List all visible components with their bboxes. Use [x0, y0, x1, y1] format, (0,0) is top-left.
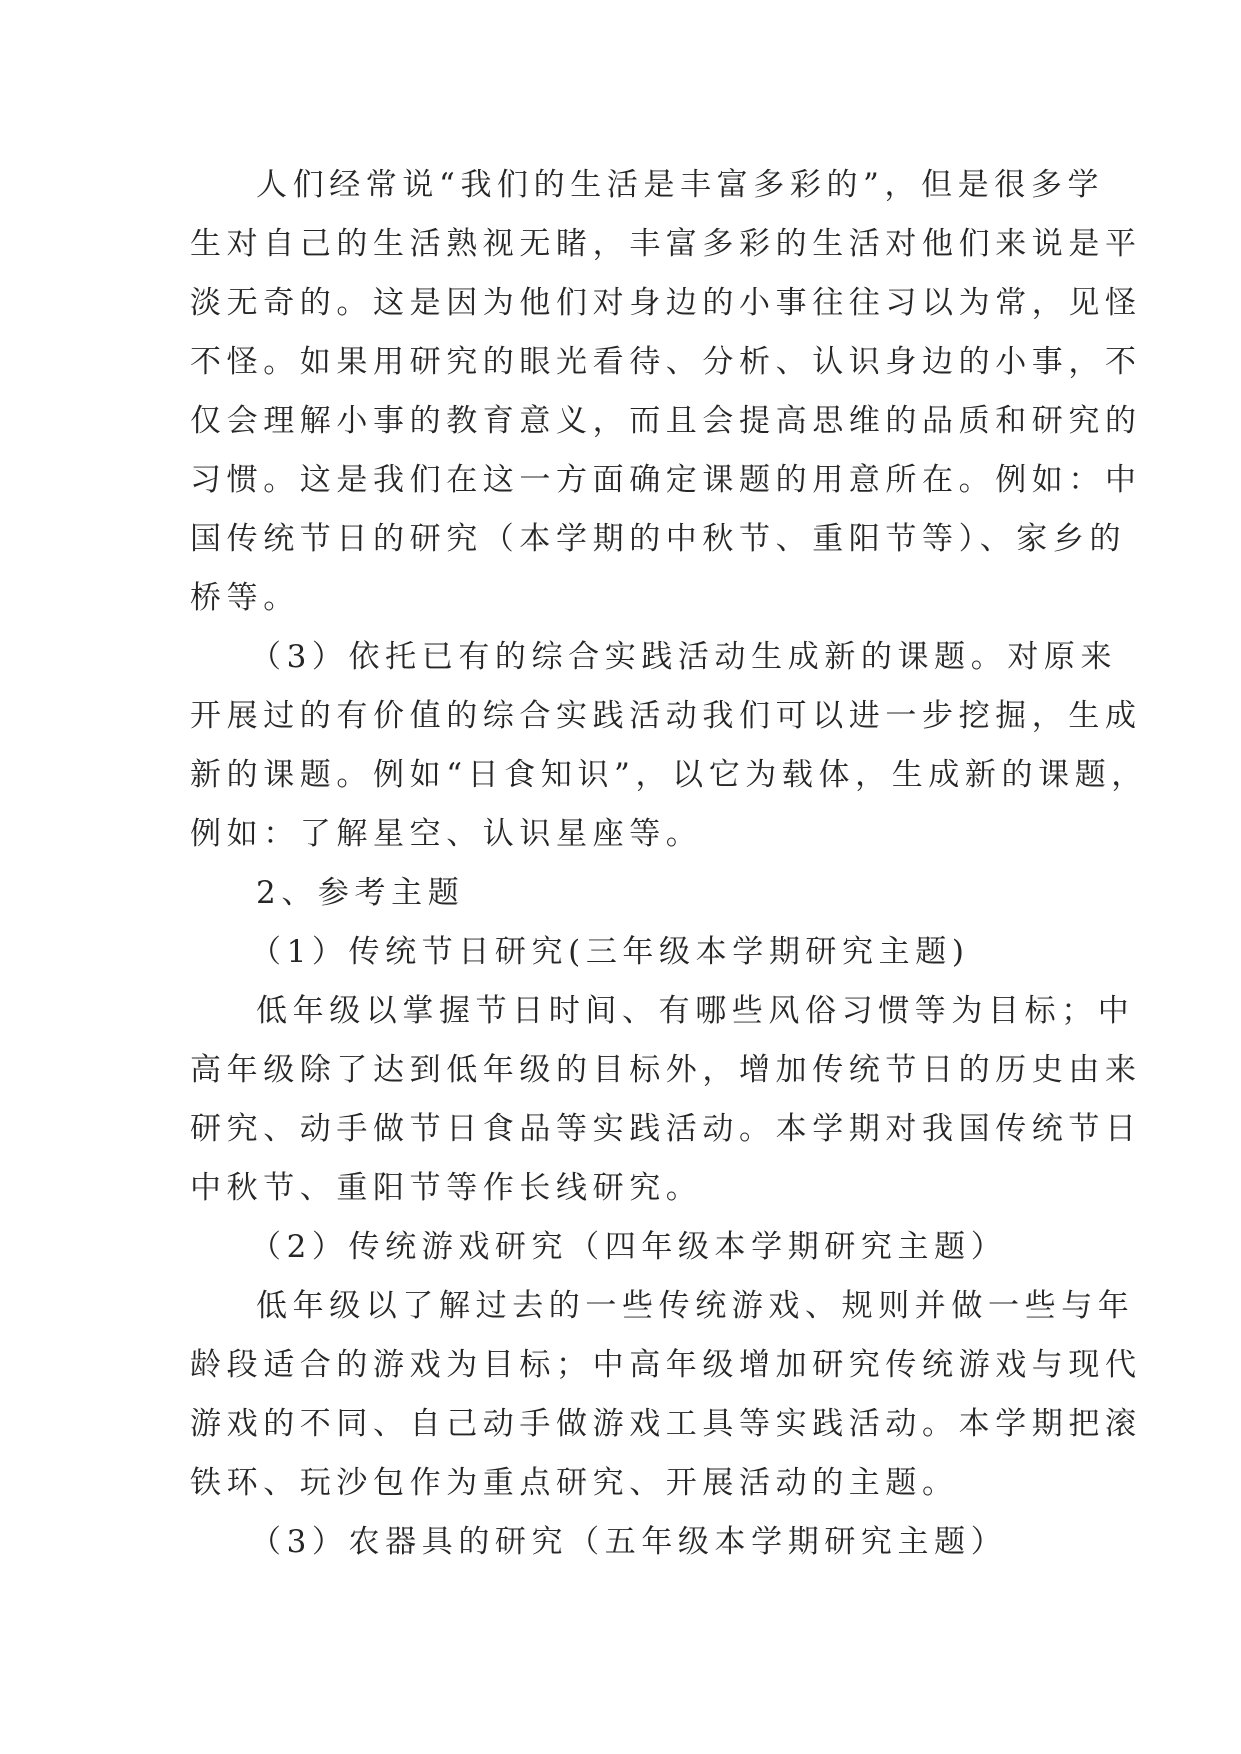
- paragraph-line: 人们经常说“我们的生活是丰富多彩的”，但是很多学: [256, 167, 1105, 203]
- subsection-heading: （3）农器具的研究（五年级本学期研究主题）: [250, 1524, 1008, 1560]
- paragraph-line: 淡无奇的。这是因为他们对身边的小事往往习以为常，见怪: [190, 285, 1142, 321]
- paragraph-line: 铁环、玩沙包作为重点研究、开展活动的主题。: [190, 1465, 959, 1501]
- paragraph-line: 桥等。: [190, 580, 300, 616]
- paragraph-line: （3）依托已有的综合实践活动生成新的课题。对原来: [250, 639, 1118, 675]
- paragraph-line: 低年级以了解过去的一些传统游戏、规则并做一些与年: [256, 1288, 1135, 1324]
- paragraph-line: 习惯。这是我们在这一方面确定课题的用意所在。例如：中: [190, 462, 1142, 498]
- paragraph-line: 仅会理解小事的教育意义，而且会提高思维的品质和研究的: [190, 403, 1142, 439]
- paragraph-line: 生对自己的生活熟视无睹，丰富多彩的生活对他们来说是平: [190, 226, 1142, 262]
- paragraph-line: 新的课题。例如“日食知识”，以它为载体，生成新的课题，: [190, 757, 1148, 793]
- paragraph-line: 不怪。如果用研究的眼光看待、分析、认识身边的小事，不: [190, 344, 1142, 380]
- paragraph-line: 低年级以掌握节日时间、有哪些风俗习惯等为目标；中: [256, 993, 1135, 1029]
- paragraph-line: 开展过的有价值的综合实践活动我们可以进一步挖掘，生成: [190, 698, 1142, 734]
- paragraph-line: 国传统节日的研究（本学期的中秋节、重阳节等）、家乡的: [190, 521, 1127, 557]
- paragraph-line: 中秋节、重阳节等作长线研究。: [190, 1170, 703, 1206]
- subsection-heading: （1）传统节日研究(三年级本学期研究主题): [250, 934, 970, 970]
- section-heading: 2、参考主题: [256, 875, 465, 911]
- document-body: [190, 156, 1148, 1572]
- paragraph-line: 游戏的不同、自己动手做游戏工具等实践活动。本学期把滚: [190, 1406, 1142, 1442]
- paragraph-line: 例如：了解星空、认识星座等。: [190, 816, 703, 852]
- subsection-heading: （2）传统游戏研究（四年级本学期研究主题）: [250, 1229, 1008, 1265]
- paragraph-line: 研究、动手做节日食品等实践活动。本学期对我国传统节日: [190, 1111, 1142, 1147]
- paragraph-line: 高年级除了达到低年级的目标外，增加传统节日的历史由来: [190, 1052, 1142, 1088]
- paragraph-line: 龄段适合的游戏为目标；中高年级增加研究传统游戏与现代: [190, 1347, 1142, 1383]
